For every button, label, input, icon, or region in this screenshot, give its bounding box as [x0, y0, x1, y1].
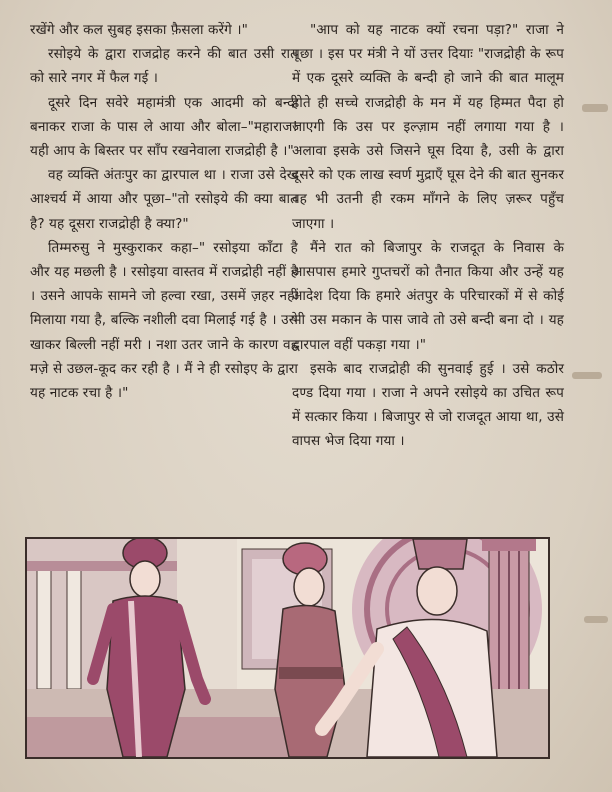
paragraph-7: मैंने रात को बिजापुर के राजदूत के निवास के आसपास हमारे गुप्तचरों को तैनात किया और उन्हें यह आदेश दिया कि हमारे अंतपुर के परिचारकों में से कोई भी उस मकान के पास जावे तो उसे बन्दी बना दो । यह द्वारपाल वहीं पकड़ा गया ।": [292, 239, 564, 353]
paper-tear-mark: [582, 104, 608, 112]
paper-tear-mark: [572, 372, 602, 379]
court-scene-image: [27, 539, 548, 757]
paper-tear-mark: [584, 616, 608, 623]
paragraph-2: रसोइये के द्वारा राजद्रोह करने की बात उसी रात को सारे नगर में फैल गई ।: [30, 46, 298, 87]
left-text-column: [30, 18, 298, 405]
paragraph-5: तिम्मरुसु ने मुस्कुराकर कहा–" रसोइया काँटा है और यह मछली है । रसोइया वास्तव में राजद्रोही नहीं है । उसने आपके सामने जो हल्वा रखा, उसमें ज़हर नहीं मिलाया गया है, बल्कि नशीली दवा मिलाई गई है । उसे खाकर बिल्ली नहीं मरी । नशा उतर जाने के कारण वह मज़े से उछल-कूद कर रही है । मैं ने ही रसोइए के द्वारा यह नाटक रचा है ।": [30, 239, 298, 402]
paragraph-3: दूसरे दिन सवेरे महामंत्री एक आदमी को बन्दी बनाकर राजा के पास ले आया और बोला–"महाराज! यही आप के बिस्तर पर साँप रखनेवाला राजद्रोही है ।": [30, 94, 298, 160]
paragraph-6: "आप को यह नाटक क्यों रचना पड़ा?" राजा ने पूछा । इस पर मंत्री ने यों उत्तर दियाः "राजद्रोही के रूप में एक दूसरे व्यक्ति के बन्दी हो जाने की बात मालूम होते ही सच्चे राजद्रोही के मन में यह हिम्मत पैदा हो जाएगी कि उस पर इल्ज़ाम नहीं लगाया गया है । अलावा इसके उसे जिसने घूस दिया है, उसी के द्वारा दूसरे को एक लाख स्वर्ण मुद्राएँ घूस देने की बात सुनकर वह भी उतनी ही रकम माँगने के लिए ज़रूर पहुँच जाएगा ।: [292, 22, 564, 232]
story-illustration: [25, 537, 550, 759]
paragraph-4: वह व्यक्ति अंतःपुर का द्वारपाल था । राजा उसे देख आश्चर्य में आया और पूछा–"तो रसोइये की क्या बात है? यह दूसरा राजद्रोही है क्या?": [30, 167, 298, 232]
right-text-column: [292, 18, 564, 454]
paragraph-1: रखेंगे और कल सुबह इसका फ़ैसला करेंगे ।": [30, 22, 248, 38]
paragraph-8: इसके बाद राजद्रोही की सुनवाई हुई । उसे कठोर दण्ड दिया गया । राजा ने अपने रसोइये का उचित रूप में सत्कार किया । बिजापुर से जो राजदूत आया था, उसे वापस भेज दिया गया ।: [292, 360, 564, 450]
